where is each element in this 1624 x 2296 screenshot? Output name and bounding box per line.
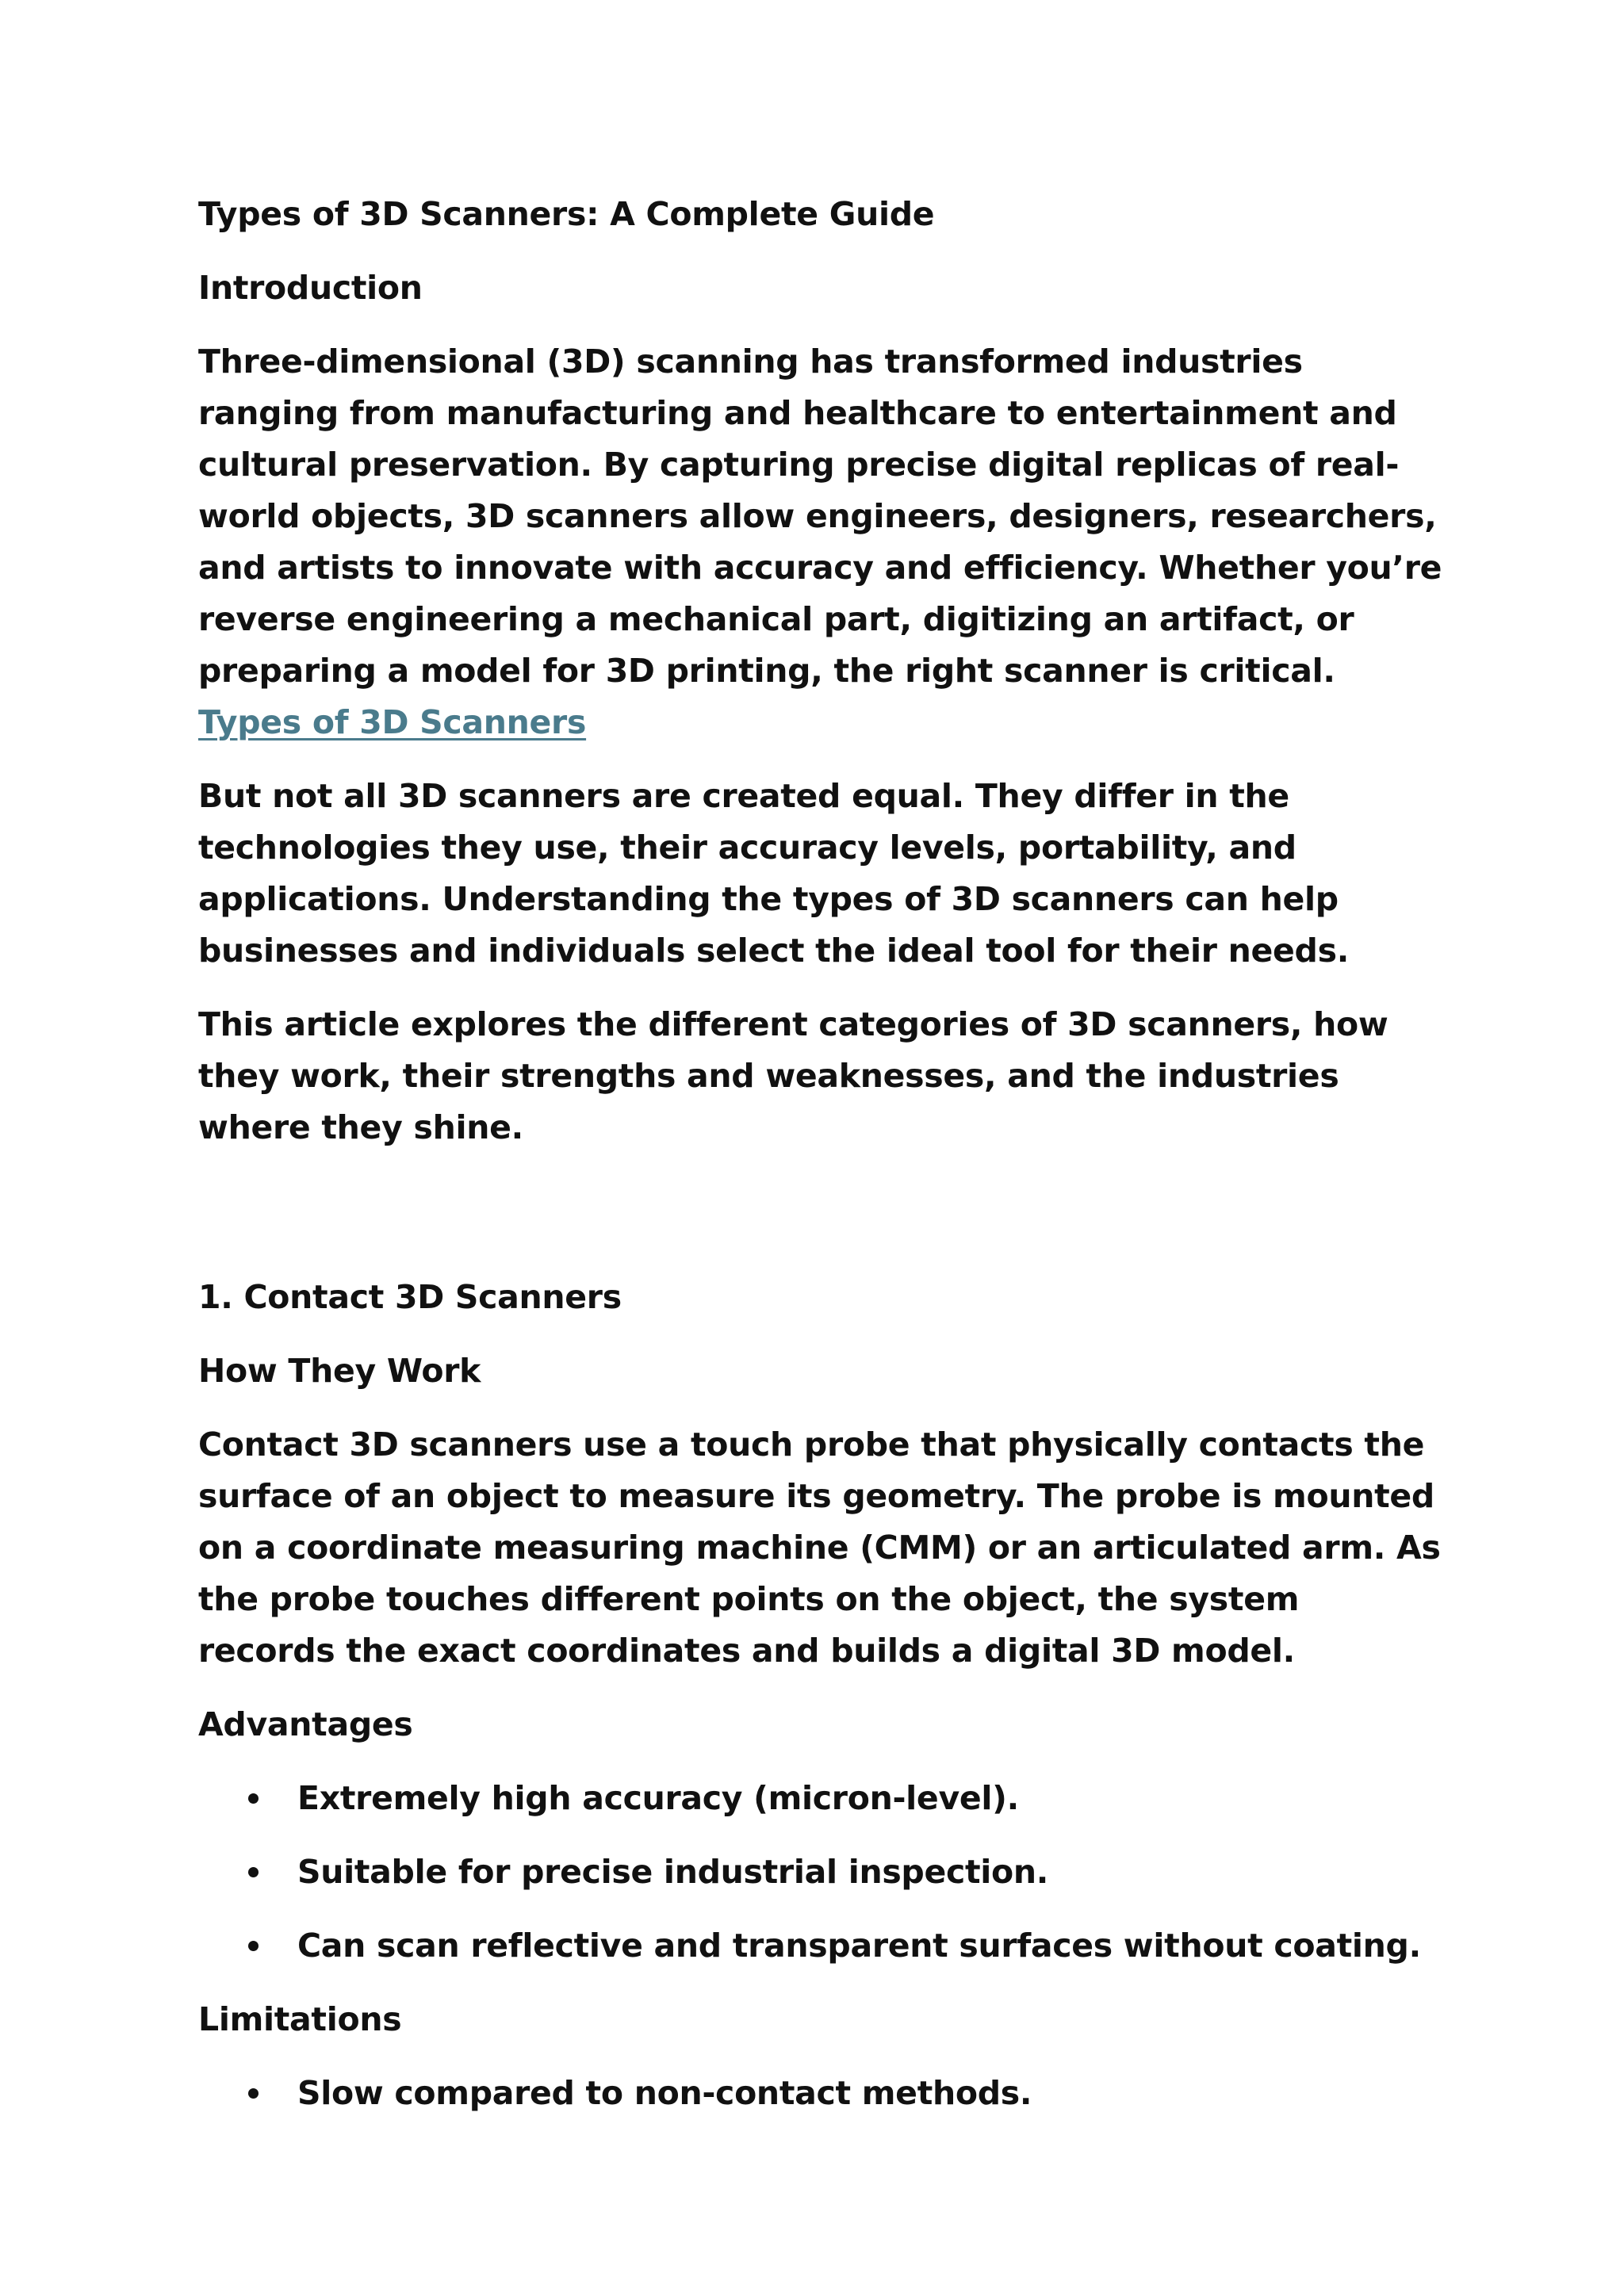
how-they-work-heading: How They Work <box>198 1352 481 1390</box>
list-item <box>198 1773 1443 1824</box>
bullet-icon <box>248 1941 259 1951</box>
document-body <box>198 189 1443 2141</box>
list-item <box>198 1846 1443 1898</box>
types-of-3d-scanners-link[interactable]: Types of 3D Scanners <box>198 703 587 741</box>
intro-paragraph-2: But not all 3D scanners are created equal. They differ in the technologies they use, their accuracy levels, portability, and applications. Understanding the types of 3D scanners can help businesses and individuals select the ideal tool for their needs. <box>198 777 1349 970</box>
bullet-icon <box>248 2088 259 2099</box>
limitations-list <box>198 2068 1443 2119</box>
section1-heading: 1. Contact 3D Scanners <box>198 1278 622 1316</box>
list-item-text: Extremely high accuracy (micron-level). <box>297 1779 1019 1817</box>
intro-paragraph-1 <box>198 336 1443 748</box>
advantages-heading: Advantages <box>198 1705 413 1743</box>
document-title: Types of 3D Scanners: A Complete Guide <box>198 195 935 233</box>
intro-heading: Introduction <box>198 269 423 307</box>
how-they-work-paragraph: Contact 3D scanners use a touch probe that physically contacts the surface of an object to measure its geometry. The probe is mounted on a coordinate measuring machine (CMM) or an articulated arm. As the probe touches different points on the object, the system records the exact coordinates and builds a digital 3D model. <box>198 1425 1441 1670</box>
list-item-text: Can scan reflective and transparent surfaces without coating. <box>297 1927 1421 1965</box>
section-spacer <box>198 1176 1443 1272</box>
bullet-icon <box>248 1867 259 1877</box>
limitations-heading: Limitations <box>198 2000 402 2038</box>
list-item <box>198 2068 1443 2119</box>
intro-paragraph-1-text: Three-dimensional (3D) scanning has transformed industries ranging from manufacturing and healthcare to entertainment and cultural preservation. By capturing precise digital replicas of real-world objects, 3D scanners allow engineers, designers, researchers, and artists to innovate with accuracy and efficiency. Whether you’re reverse engineering a mechanical part, digitizing an artifact, or preparing a model for 3D printing, the right scanner is critical. <box>198 342 1442 690</box>
list-item-text: Suitable for precise industrial inspection. <box>297 1853 1049 1891</box>
list-item-text: Slow compared to non-contact methods. <box>297 2074 1032 2112</box>
intro-paragraph-3: This article explores the different categories of 3D scanners, how they work, their strengths and weaknesses, and the industries where they shine. <box>198 1005 1388 1146</box>
bullet-icon <box>248 1793 259 1804</box>
list-item <box>198 1920 1443 1972</box>
advantages-list <box>198 1773 1443 1972</box>
